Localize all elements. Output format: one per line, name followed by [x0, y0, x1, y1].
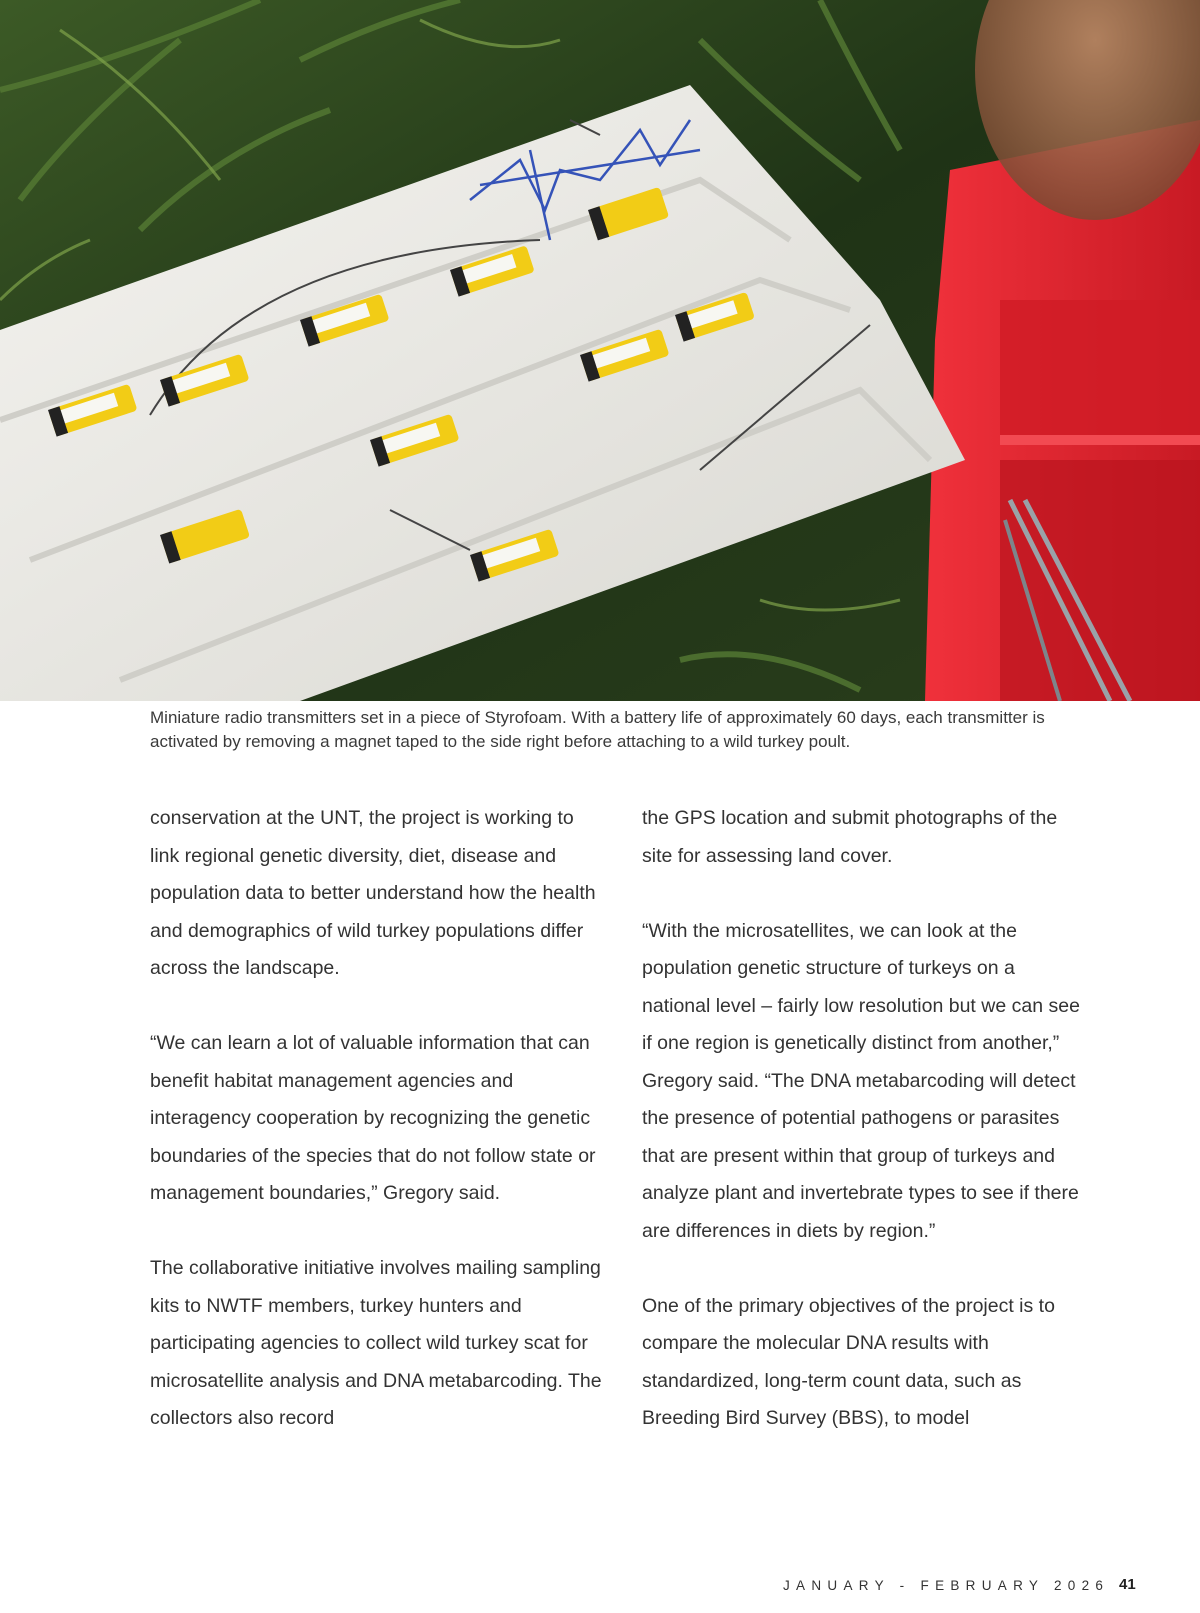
transmitters-photo [0, 0, 1200, 701]
paragraph: “With the microsatellites, we can look at the population genetic structure of turkeys on a national level – fairly low resolution but we can see if one region is genetically distinct from another,” Gregory said. “The DNA metabarcoding will detect the presence of potential pathogens or parasites that are present within that group of turkeys and analyze plant and invertebrate types to see if there are differences in diets by region.” [642, 919, 1080, 1242]
paragraph: conservation at the UNT, the project is working to link regional genetic diversity, diet, disease and population data to better understand how the health and demographics of wild turkey populations differ across the landscape. [150, 807, 596, 979]
paragraph: “We can learn a lot of valuable information that can benefit habitat management agencies and interagency cooperation by recognizing the genetic boundaries of the species that do not follow state or management boundaries,” Gregory said. [150, 1032, 596, 1204]
article-column-left [150, 800, 605, 1438]
article-column-right [642, 800, 1082, 1438]
photo-caption: Miniature radio transmitters set in a piece of Styrofoam. With a battery life of approximately 60 days, each transmitter is activated by removing a magnet taped to the side right before attaching to a wild turkey poult. [150, 708, 1045, 751]
paragraph: the GPS location and submit photographs of the site for assessing land cover. [642, 807, 1058, 867]
page-number: 41 [1119, 1576, 1136, 1593]
issue-date: JANUARY - FEBRUARY 2026 [783, 1578, 1110, 1593]
paragraph: The collaborative initiative involves mailing sampling kits to NWTF members, turkey hunters and participating agencies to collect wild turkey scat for microsatellite analysis and DNA metabarcoding. The collectors also record [150, 1257, 602, 1429]
paragraph: One of the primary objectives of the project is to compare the molecular DNA results with standardized, long-term count data, such as Breeding Bird Survey (BBS), to model [642, 1294, 1055, 1429]
